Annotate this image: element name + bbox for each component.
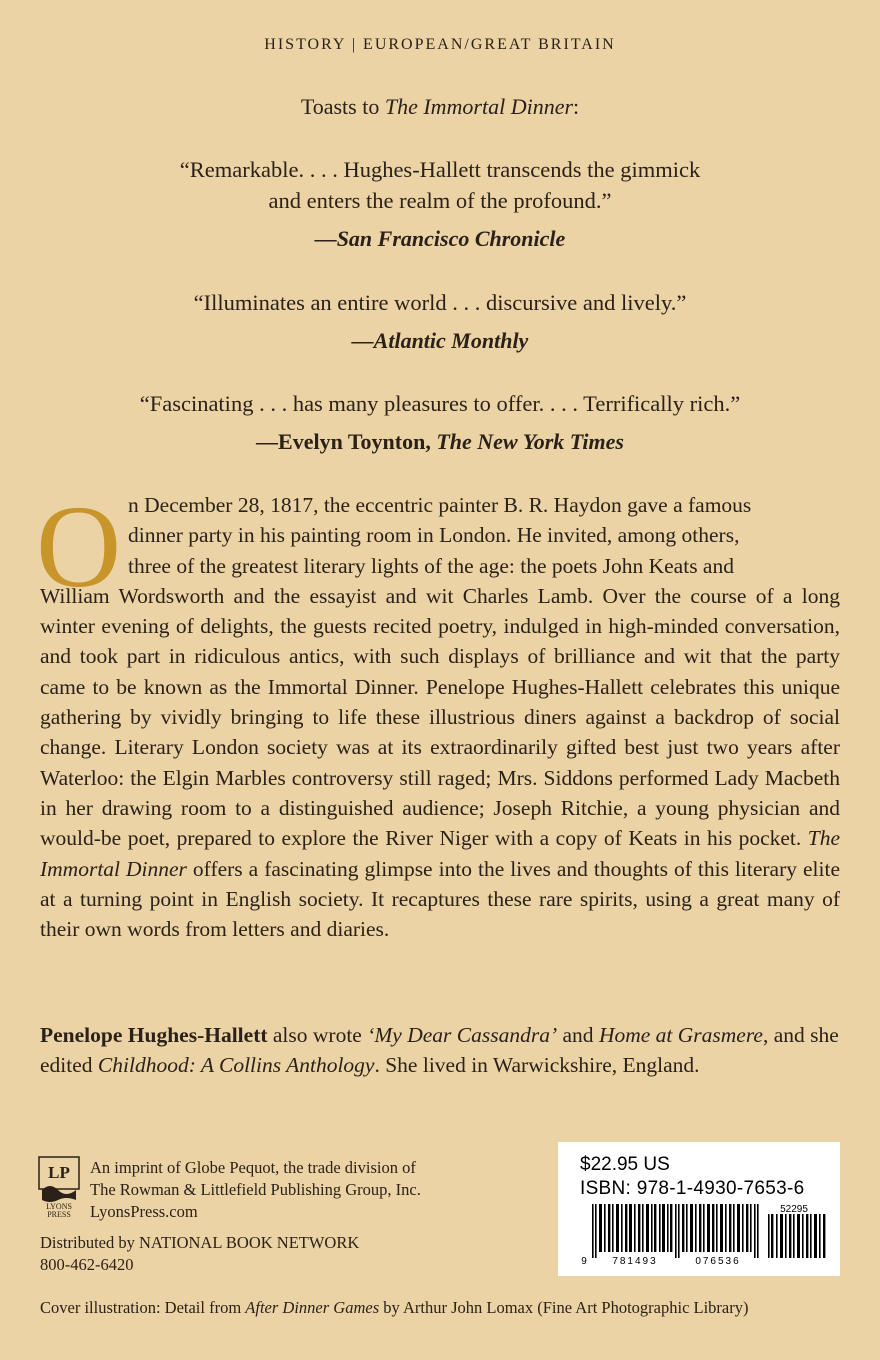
toasts-book-title: The Immortal Dinner: [384, 94, 574, 119]
logo-word-1: LYONS: [46, 1202, 72, 1211]
toasts-colon: :: [573, 94, 580, 119]
cover-credit-text: Cover illustration: Detail from: [40, 1298, 246, 1317]
review-source-3-name: —Evelyn Toynton,: [256, 429, 437, 454]
description-book-title: The Immortal Dinner: [40, 826, 840, 881]
description-paragraph: [40, 490, 840, 944]
price-label: $22.95 US: [580, 1154, 670, 1175]
distribution-info: [40, 1232, 359, 1276]
lyons-press-logo-icon: [38, 1156, 80, 1218]
barcode-digits-left: 781493: [612, 1256, 658, 1264]
distributor-line: Distributed by NATIONAL BOOK NETWORK: [40, 1233, 360, 1252]
review-quote-1: [0, 154, 880, 216]
review-source-1: —San Francisco Chronicle: [314, 226, 566, 251]
barcode-label: [558, 1142, 840, 1276]
toasts-intro: Toasts to: [300, 94, 385, 119]
cover-credit: [40, 1298, 748, 1318]
author-bio-text: and: [557, 1023, 599, 1047]
imprint-info: [90, 1157, 421, 1223]
imprint-line-1: An imprint of Globe Pequot, the trade division of: [90, 1158, 416, 1177]
author-bio: [40, 1020, 840, 1081]
cover-credit-artist: by Arthur John Lomax (Fine Art Photographic Library): [379, 1298, 749, 1317]
author-book-3: Childhood: A Collins Anthology: [97, 1053, 375, 1078]
barcode-digit-first: 9: [581, 1256, 587, 1264]
author-name: Penelope Hughes-Hallett: [40, 1023, 268, 1047]
review-quote-3: “Fascinating . . . has many pleasures to offer. . . . Terrifically rich.”: [139, 391, 741, 416]
barcode-digits-right: 076536: [695, 1256, 741, 1264]
review-source-3-publication: The New York Times: [436, 429, 624, 454]
barcode-graphic: [580, 1204, 828, 1264]
review-quote-1-line2: and enters the realm of the profound.”: [268, 188, 612, 213]
description-body-end: offers a fascinating glimpse into the lives and thoughts of this literary elite at a turning point in English society. It recaptures these rare spirits, using a great many of their own words from letters and diaries.: [40, 856, 840, 942]
publisher-website: LyonsPress.com: [90, 1202, 198, 1221]
drop-cap: O: [36, 481, 122, 612]
toasts-heading: [0, 94, 880, 120]
author-book-2: Home at Grasmere: [598, 1023, 763, 1047]
author-bio-text: , and she edited: [40, 1023, 839, 1078]
author-book-1: ‘My Dear Cassandra’: [367, 1023, 558, 1047]
distributor-phone: 800-462-6420: [40, 1255, 134, 1274]
category-heading: HISTORY | EUROPEAN/GREAT BRITAIN: [264, 36, 616, 53]
review-source-2: —Atlantic Monthly: [351, 328, 529, 353]
imprint-line-2: The Rowman & Littlefield Publishing Group, Inc.: [90, 1180, 421, 1199]
review-quote-1-line1: “Remarkable. . . . Hughes-Hallett transcends the gimmick: [179, 157, 701, 182]
cover-credit-artwork: After Dinner Games: [245, 1298, 380, 1317]
logo-word-2: PRESS: [47, 1210, 71, 1218]
description-line-1: n December 28, 1817, the eccentric painter B. R. Haydon gave a famous: [128, 493, 752, 517]
review-source-3: [0, 429, 880, 455]
review-quote-2: “Illuminates an entire world . . . discursive and lively.”: [193, 290, 687, 315]
description-body: William Wordsworth and the essayist and wit Charles Lamb. Over the course of a long winter evening of delights, the guests recited poetry, indulged in high-minded conversation, and took part in ridiculous antics, with such displays of brilliance and wit that the party came to be known as the Immortal Dinner. Penelope Hughes-Hallett celebrates this unique gathering by vividly bringing to life these illustrious diners against a backdrop of social change. Literary London society was at its extraordinarily gifted best just two years after Waterloo: the Elgin Marbles controversy still raged; Mrs. Siddons performed Lady Macbeth in her drawing room to a distinguished audience; Joseph Ritchie, a young physician and would-be poet, prepared to explore the River Niger with a copy of Keats in his pocket.: [40, 583, 840, 851]
isbn-label: ISBN: 978-1-4930-7653-6: [580, 1178, 805, 1199]
description-line-2: dinner party in his painting room in London. He invited, among others,: [128, 523, 740, 548]
author-bio-text: . She lived in Warwickshire, England.: [374, 1053, 700, 1078]
lyons-press-logo: [38, 1156, 80, 1218]
barcode-addon-number: 52295: [780, 1204, 808, 1215]
description-line-3: three of the greatest literary lights of the age: the poets John Keats and: [128, 553, 734, 578]
logo-monogram: LP: [48, 1163, 70, 1182]
author-bio-text: also wrote: [267, 1023, 368, 1047]
